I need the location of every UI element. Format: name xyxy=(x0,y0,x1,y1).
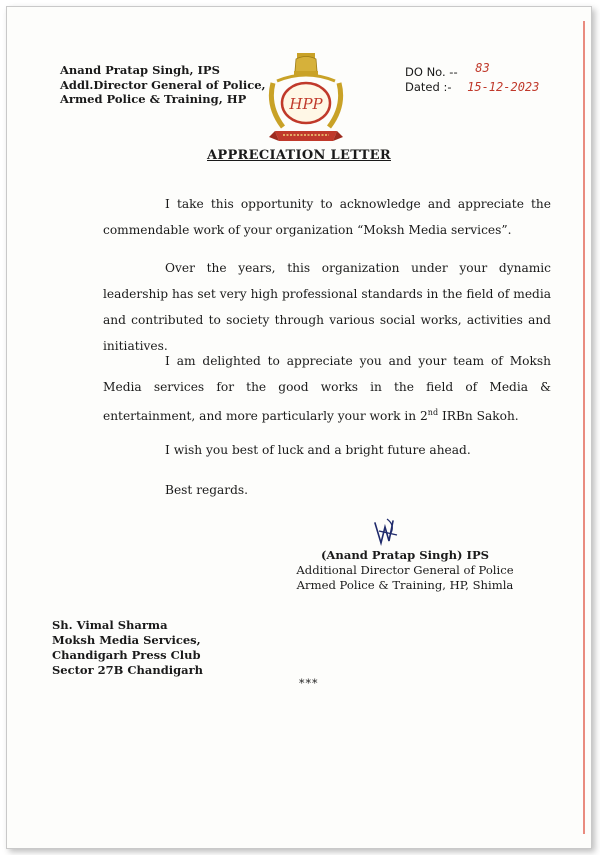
signature-block xyxy=(295,548,515,593)
page-edge-line xyxy=(583,21,585,834)
do-number: 83 xyxy=(475,61,490,75)
officer-name: Anand Pratap Singh, IPS xyxy=(60,63,220,77)
reference-block xyxy=(405,61,540,95)
signatory-office: Armed Police & Training, HP, Shimla xyxy=(296,578,514,592)
letter-title: APPRECIATION LETTER xyxy=(207,148,391,163)
recipient-address-line-2: Sector 27B Chandigarh xyxy=(52,663,204,677)
officer-header xyxy=(60,63,266,107)
dated-label: Dated :- xyxy=(405,80,452,94)
dated-value: 15-12-2023 xyxy=(467,80,540,94)
do-number-row xyxy=(405,61,527,80)
recipient-org: Moksh Media Services, xyxy=(52,633,201,647)
himachal-pradesh-police-emblem-icon xyxy=(261,51,351,151)
recipient-address xyxy=(52,618,203,678)
paragraph-1: I take this opportunity to acknowledge and appreciate the commendable work of your organization “Moksh Media services”. xyxy=(103,197,551,237)
paragraph-2: Over the years, this organization under your dynamic leadership has set very high professional standards in the field of media and contributed to society through various social works, activities and initiatives. xyxy=(103,261,551,353)
signatory-name: (Anand Pratap Singh) IPS xyxy=(320,548,490,562)
recipient-name: Sh. Vimal Sharma xyxy=(52,618,168,632)
closing-regards: Best regards. xyxy=(165,483,249,497)
letter-page xyxy=(6,6,592,849)
end-mark: *** xyxy=(299,677,319,690)
recipient-address-line-1: Chandigarh Press Club xyxy=(52,648,201,662)
officer-office: Armed Police & Training, HP xyxy=(60,92,247,106)
dated-row xyxy=(405,80,540,95)
do-label: DO No. -- xyxy=(405,65,458,79)
emblem-monogram: HPP xyxy=(289,95,323,113)
signatory-designation: Additional Director General of Police xyxy=(296,563,514,577)
handwritten-signature-icon xyxy=(367,517,407,551)
paragraph-3: I am delighted to appreciate you and your team of Moksh Media services for the good works in the field of Media & entertainment, and more particularly your work in 2nd IRBn Sakoh. xyxy=(103,354,551,424)
lion-capital-icon xyxy=(294,53,318,75)
closing-wish: I wish you best of luck and a bright future ahead. xyxy=(165,443,471,457)
officer-designation: Addl.Director General of Police, xyxy=(60,77,266,92)
